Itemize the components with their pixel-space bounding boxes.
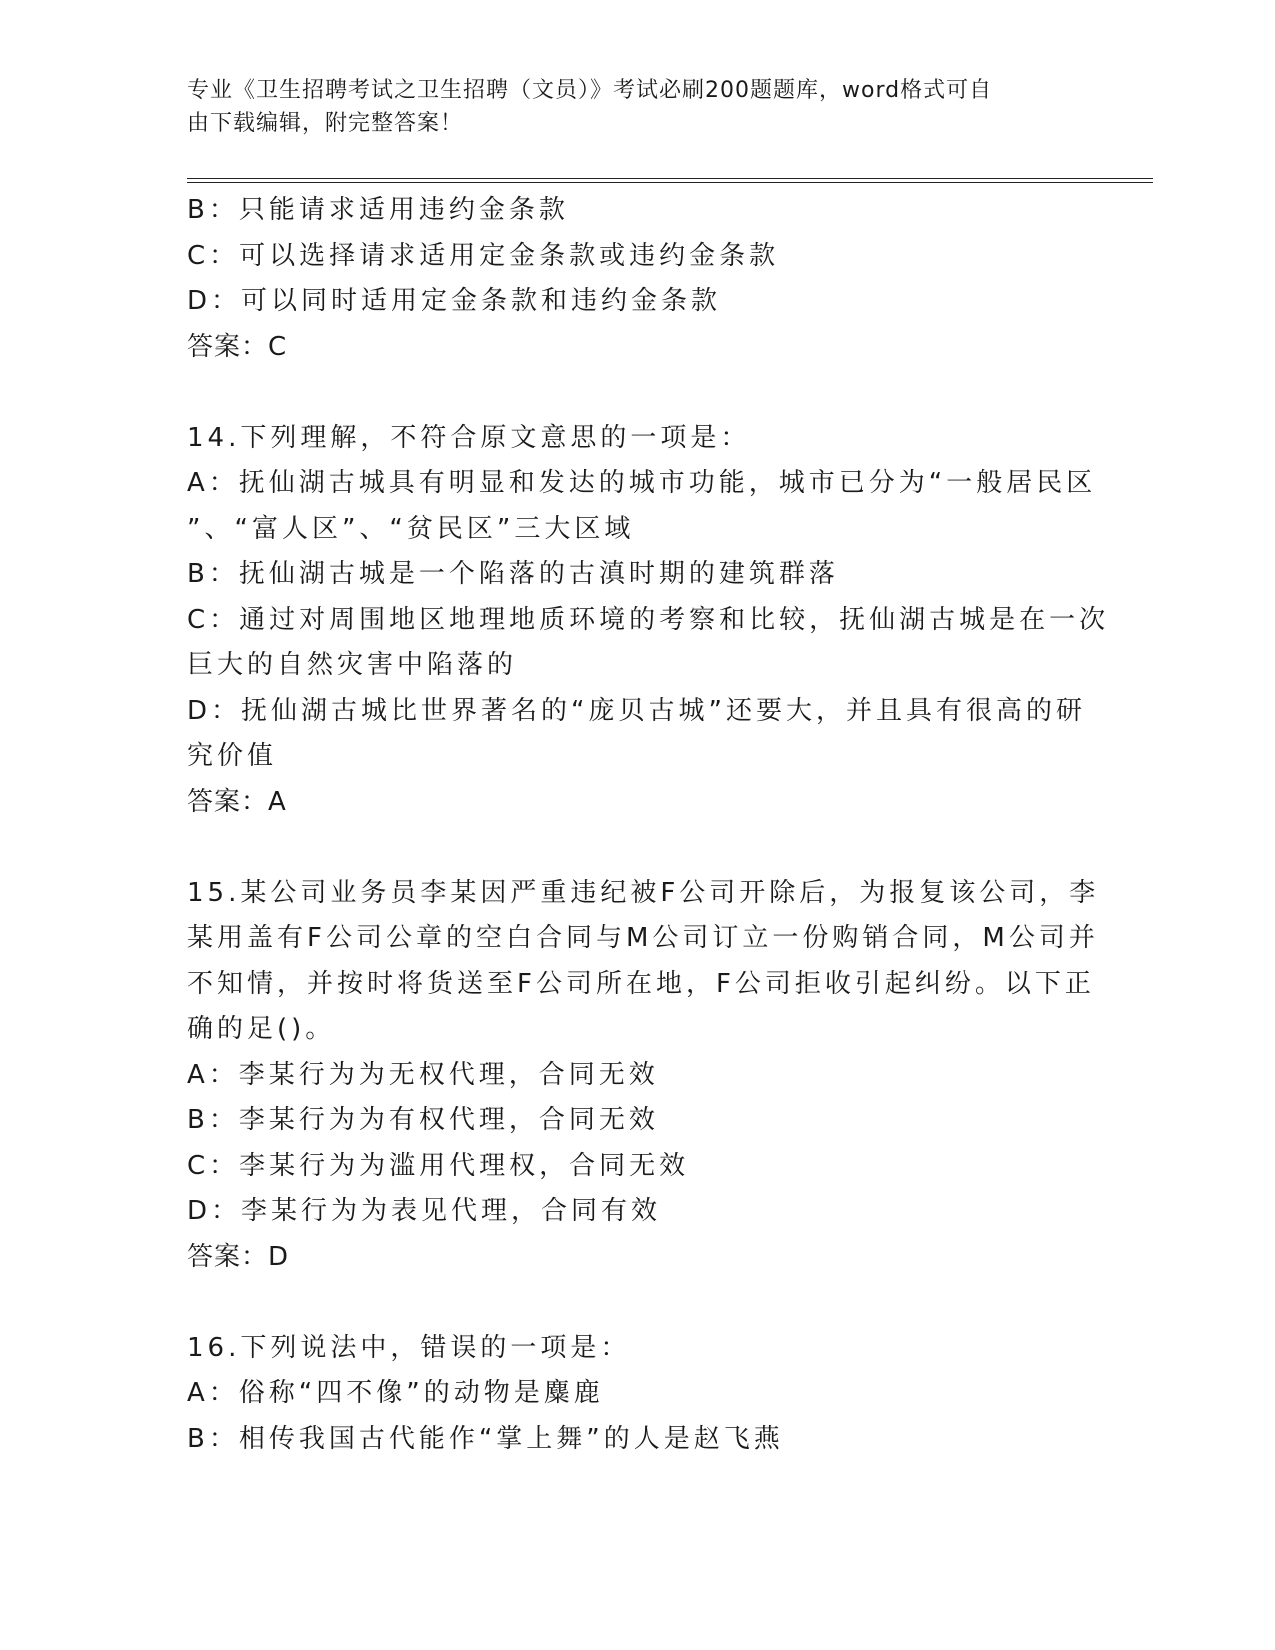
q14-option-a-line-1: A：抚仙湖古城具有明显和发达的城市功能，城市已分为“一般居民区 xyxy=(187,468,1097,498)
q13-answer: 答案：C xyxy=(187,331,288,362)
q14-answer: 答案：A xyxy=(187,786,287,817)
q15-option-b: B：李某行为为有权代理，合同无效 xyxy=(187,1105,659,1135)
q14-option-c-line-2: 巨大的自然灾害中陷落的 xyxy=(187,650,518,680)
q14-option-b: B：抚仙湖古城是一个陷落的古滇时期的建筑群落 xyxy=(187,559,839,589)
question-15 xyxy=(187,871,1100,1281)
spacer xyxy=(187,825,1087,871)
q14-option-d-line-2: 究价值 xyxy=(187,741,278,771)
q13-option-c: C：可以选择请求适用定金条款或违约金条款 xyxy=(187,240,780,271)
q14-question: 14.下列理解，不符合原文意思的一项是： xyxy=(187,422,751,453)
q15-question-line-3: 不知情，并按时将货送至F公司所在地，F公司拒收引起纠纷。以下正 xyxy=(187,968,1095,999)
q15-answer: 答案：D xyxy=(187,1241,290,1272)
q15-option-c: C：李某行为为滥用代理权，合同无效 xyxy=(187,1150,690,1181)
page-header xyxy=(187,74,1067,140)
q15-option-a: A：李某行为为无权代理，合同无效 xyxy=(187,1059,659,1090)
q13-option-b: B：只能请求适用违约金条款 xyxy=(187,195,569,225)
header-divider xyxy=(187,178,1153,183)
question-16 xyxy=(187,1326,1087,1463)
q14-option-a-line-2: ”、“富人区”、“贫民区”三大区域 xyxy=(187,513,635,544)
document-body xyxy=(187,188,1110,1462)
q15-question-line-4: 确的足()。 xyxy=(187,1014,336,1044)
q16-option-a: A：俗称“四不像”的动物是麋鹿 xyxy=(187,1378,604,1408)
q15-option-d: D：李某行为为表见代理，合同有效 xyxy=(187,1196,662,1226)
question-14 xyxy=(187,416,1110,826)
q15-question-line-2: 某用盖有F公司公章的空白合同与M公司订立一份购销合同，M公司并 xyxy=(187,923,1099,953)
header-line-2: 由下载编辑，附完整答案！ xyxy=(187,111,464,136)
spacer xyxy=(187,1280,1087,1326)
q13-option-d: D：可以同时适用定金条款和违约金条款 xyxy=(187,286,722,316)
question-13-tail xyxy=(187,188,1087,370)
q16-question: 16.下列说法中，错误的一项是： xyxy=(187,1332,631,1363)
q14-option-c-line-1: C：通过对周围地区地理地质环境的考察和比较，抚仙湖古城是在一次 xyxy=(187,604,1110,635)
spacer xyxy=(187,370,1087,416)
q14-option-d-line-1: D：抚仙湖古城比世界著名的“庞贝古城”还要大，并且具有很高的研 xyxy=(187,695,1086,726)
q16-option-b: B：相传我国古代能作“掌上舞”的人是赵飞燕 xyxy=(187,1423,784,1454)
q15-question-line-1: 15.某公司业务员李某因严重违纪被F公司开除后，为报复该公司，李 xyxy=(187,877,1100,908)
header-line-1: 专业《卫生招聘考试之卫生招聘（文员）》考试必刷200题题库，word格式可自 xyxy=(187,78,993,103)
